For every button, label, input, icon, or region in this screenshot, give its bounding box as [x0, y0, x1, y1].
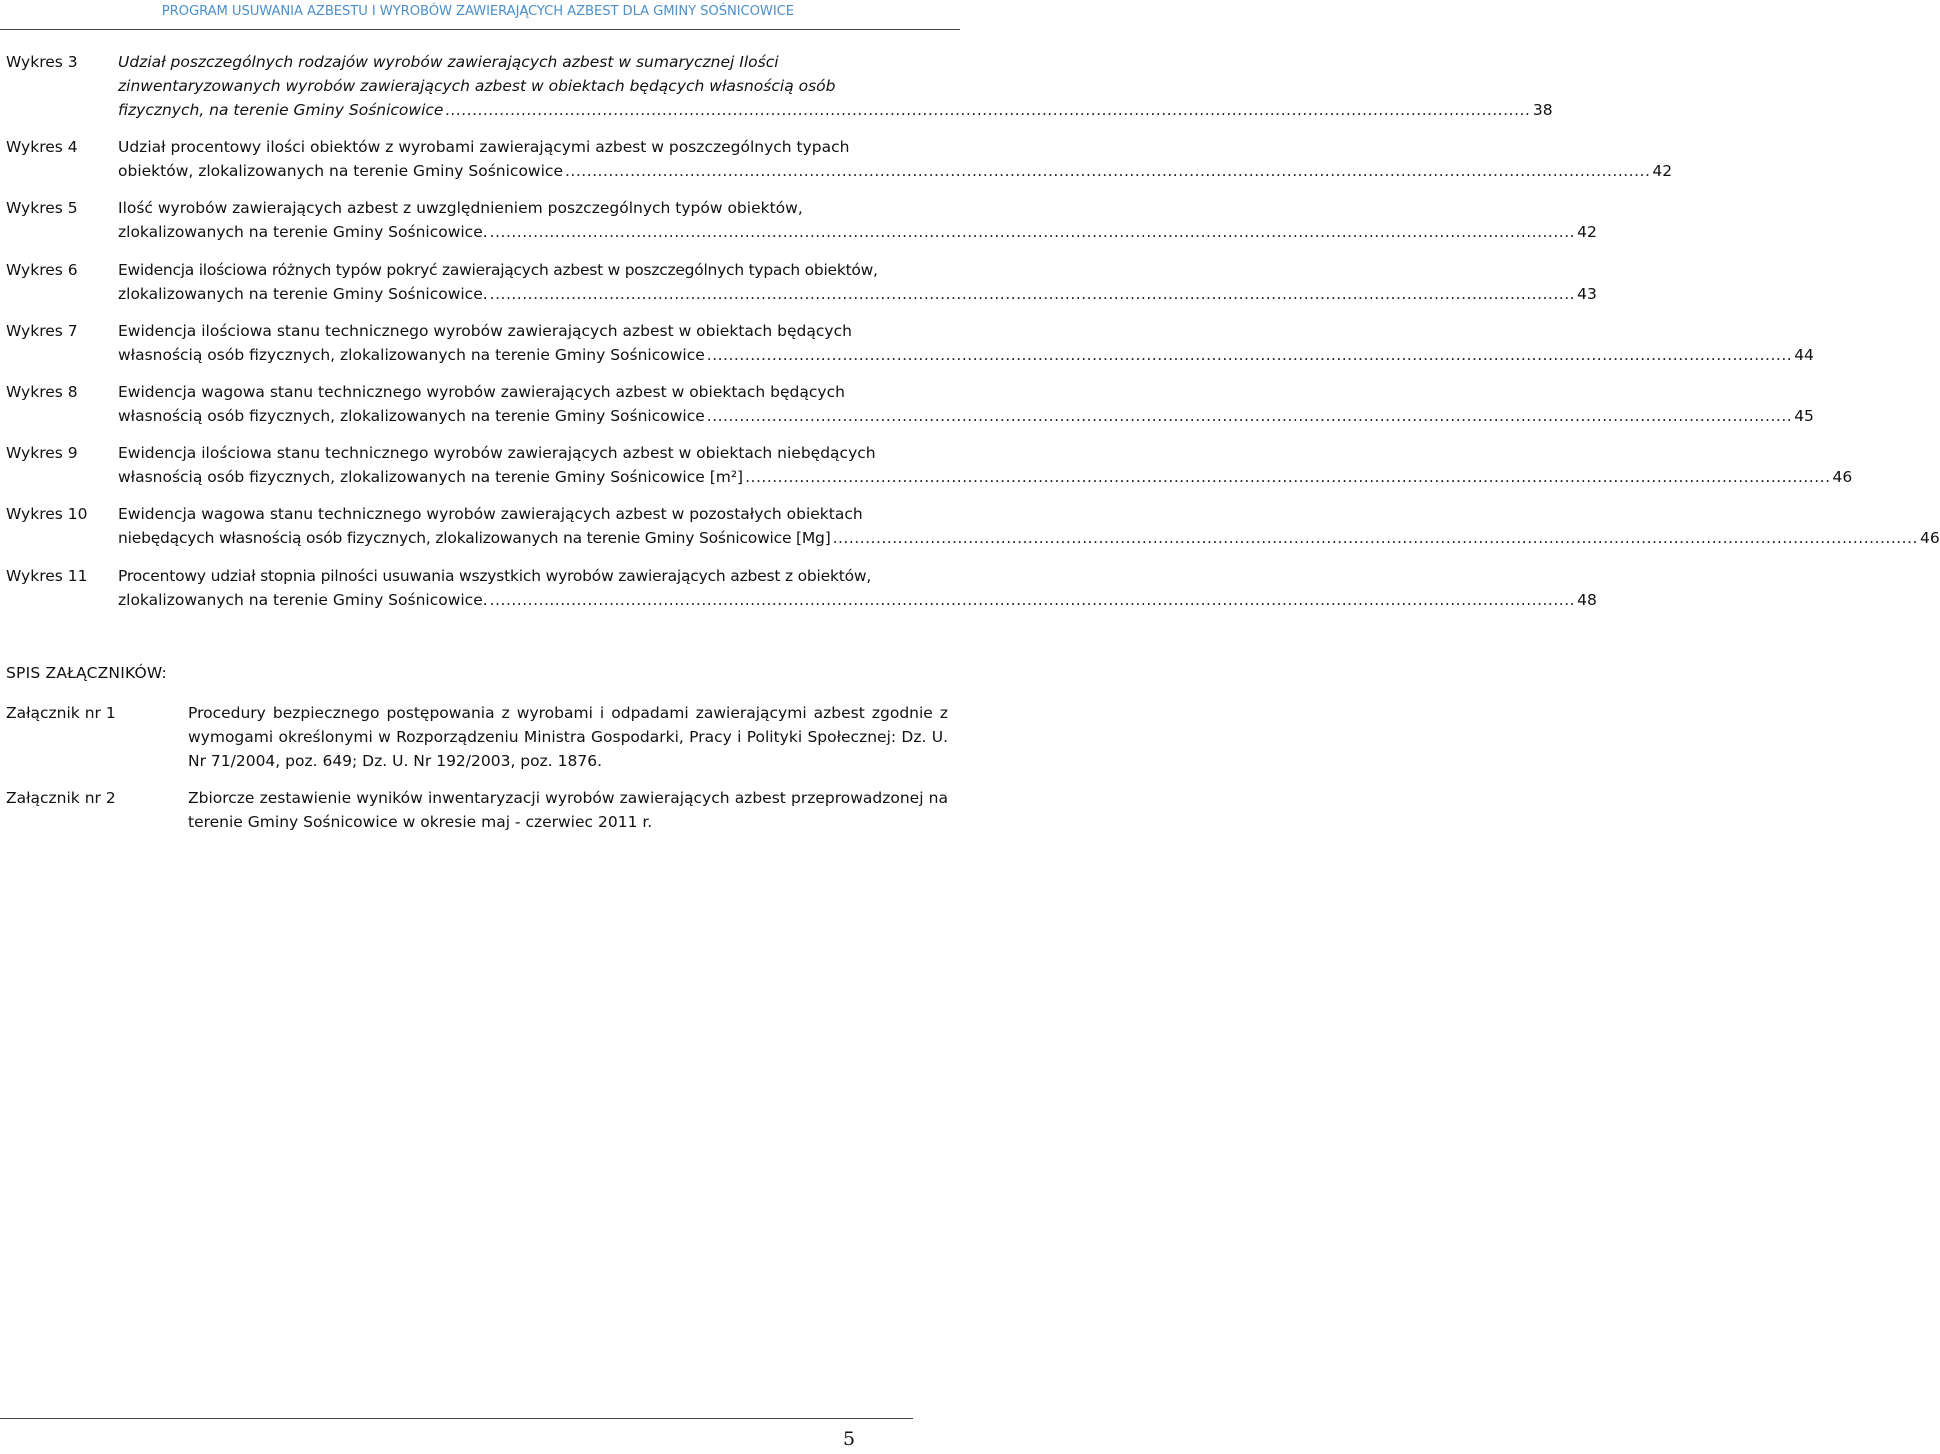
- toc-label: Wykres 6: [6, 261, 78, 279]
- toc-label: Wykres 9: [6, 444, 78, 462]
- toc-leader-dots: ........................................................................................................................................................................................................: [706, 407, 1793, 425]
- toc-line-last: zlokalizowanych na terenie Gminy Sośnicowice.: [118, 591, 488, 609]
- toc-line: zinwentaryzowanych wyrobów zawierających azbest w obiektach będących własnością osób: [118, 77, 836, 95]
- toc-label: Wykres 11: [6, 567, 88, 585]
- header-title: PROGRAM USUWANIA AZBESTU I WYROBÓW ZAWIERAJĄCYCH AZBEST DLA GMINY SOŚNICOWICE: [161, 4, 794, 19]
- toc-line: Ewidencja ilościowa stanu technicznego wyrobów zawierających azbest w obiektach niebędących: [118, 444, 876, 462]
- toc-leader-dots: ........................................................................................................................................................................................................: [564, 162, 1651, 180]
- toc-line-last: obiektów, zlokalizowanych na terenie Gminy Sośnicowice: [118, 162, 563, 180]
- toc-line: Ewidencja wagowa stanu technicznego wyrobów zawierających azbest w pozostałych obiektach: [118, 505, 863, 523]
- attachment-text: Zbiorcze zestawienie wyników inwentaryzacji wyrobów zawierających azbest przeprowadzonej na terenie Gminy Sośnicowice w okresie maj - czerwiec 2011 r.: [188, 789, 948, 831]
- toc-page-number: 45: [1794, 407, 1814, 425]
- toc-line: Ewidencja wagowa stanu technicznego wyrobów zawierających azbest w obiektach będących: [118, 383, 845, 401]
- toc-line-last: własnością osób fizycznych, zlokalizowanych na terenie Gminy Sośnicowice [m²]: [118, 468, 744, 486]
- toc-leader-dots: ........................................................................................................................................................................................................: [489, 223, 1576, 241]
- toc-leader-dots: ........................................................................................................................................................................................................: [832, 529, 1918, 547]
- toc-line-last: zlokalizowanych na terenie Gminy Sośnicowice.: [118, 285, 488, 303]
- toc-line: Ewidencja ilościowa różnych typów pokryć zawierających azbest w poszczególnych typach obiektów,: [118, 261, 878, 279]
- toc-leader-dots: ........................................................................................................................................................................................................: [706, 346, 1793, 364]
- toc-page-number: 43: [1577, 285, 1597, 303]
- toc-label: Wykres 8: [6, 383, 78, 401]
- footer-rule: [0, 1418, 913, 1419]
- toc-line: Procentowy udział stopnia pilności usuwania wszystkich wyrobów zawierających azbest z obiektów,: [118, 567, 872, 585]
- toc-page-number: 46: [1919, 529, 1940, 547]
- toc-page-number: 44: [1794, 346, 1814, 364]
- toc-page-number: 38: [1532, 101, 1553, 119]
- toc-label: Wykres 7: [6, 322, 78, 340]
- toc-label: Wykres 10: [6, 505, 88, 523]
- toc-line: Ilość wyrobów zawierających azbest z uwzględnieniem poszczególnych typów obiektów,: [118, 199, 803, 217]
- toc-line: Udział procentowy ilości obiektów z wyrobami zawierającymi azbest w poszczególnych typach: [118, 138, 850, 156]
- toc-page-number: 42: [1577, 223, 1597, 241]
- toc-page-number: 46: [1832, 468, 1853, 486]
- toc-line-last: fizycznych, na terenie Gminy Sośnicowice: [118, 101, 444, 119]
- attachment-label: Załącznik nr 2: [6, 789, 116, 807]
- toc-leader-dots: ........................................................................................................................................................................................................: [489, 285, 1576, 303]
- toc-page-number: 42: [1652, 162, 1673, 180]
- header-rule: [0, 29, 960, 30]
- toc-leader-dots: ........................................................................................................................................................................................................: [489, 591, 1576, 609]
- toc-line: Udział poszczególnych rodzajów wyrobów zawierających azbest w sumarycznej Ilości: [118, 53, 779, 71]
- page-number: 5: [843, 1428, 856, 1450]
- toc-line-last: zlokalizowanych na terenie Gminy Sośnicowice.: [118, 223, 488, 241]
- toc-line-last: niebędących własnością osób fizycznych, zlokalizowanych na terenie Gminy Sośnicowice [Mg]: [118, 529, 831, 547]
- toc-label: Wykres 4: [6, 138, 78, 156]
- page-header: [0, 0, 960, 30]
- attachments-heading: SPIS ZAŁĄCZNIKÓW:: [6, 664, 167, 682]
- attachment-label: Załącznik nr 1: [6, 704, 116, 722]
- toc-leader-dots: ........................................................................................................................................................................................................: [745, 468, 1831, 486]
- toc-label: Wykres 5: [6, 199, 78, 217]
- toc-line-last: własnością osób fizycznych, zlokalizowanych na terenie Gminy Sośnicowice: [118, 346, 705, 364]
- attachment-text: Procedury bezpiecznego postępowania z wyrobami i odpadami zawierającymi azbest zgodnie z wymogami określonymi w Rozporządzeniu Ministra Gospodarki, Pracy i Polityki Społecznej: Dz. U. Nr 71/2004, poz. 649; Dz. U. Nr 192/2003, poz. 1876.: [188, 704, 948, 770]
- toc-leader-dots: ........................................................................................................................................................................................................: [445, 101, 1531, 119]
- toc-page-number: 48: [1577, 591, 1597, 609]
- toc-line: Ewidencja ilościowa stanu technicznego wyrobów zawierających azbest w obiektach będących: [118, 322, 852, 340]
- toc-label: Wykres 3: [6, 53, 78, 71]
- toc-line-last: własnością osób fizycznych, zlokalizowanych na terenie Gminy Sośnicowice: [118, 407, 705, 425]
